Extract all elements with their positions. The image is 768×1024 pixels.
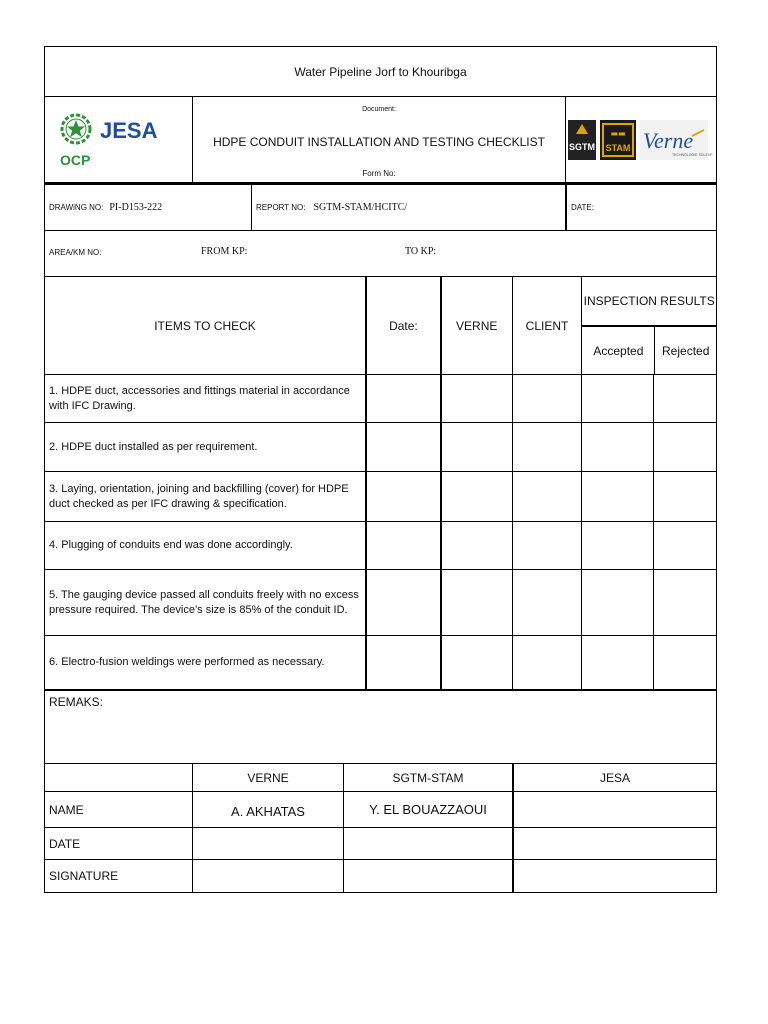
name-label: NAME	[45, 792, 193, 827]
verne-check-cell[interactable]	[441, 423, 513, 471]
signoff-name-row	[45, 792, 716, 828]
client-check-cell[interactable]	[513, 570, 583, 635]
rejected-check-cell[interactable]	[654, 636, 716, 689]
checklist-title: HDPE CONDUIT INSTALLATION AND TESTING CHECKLIST	[213, 135, 545, 149]
info-row-1	[45, 183, 716, 231]
drawing-no-label: DRAWiNG NO:	[49, 203, 104, 212]
table-header-row	[45, 277, 716, 375]
signoff-header-row	[45, 764, 716, 792]
signoff-date-row	[45, 828, 716, 860]
project-title: Water Pipeline Jorf to Khouribga	[294, 64, 467, 79]
verne-logo-text: Verne	[643, 127, 694, 153]
client-header: CLIENT	[513, 277, 583, 374]
verne-check-cell[interactable]	[441, 570, 513, 635]
drawing-no-value: PI-D153-222	[109, 202, 163, 213]
item-text: 4. Plugging of conduits end was done accordingly.	[49, 539, 293, 551]
signoff-verne-header: VERNE	[193, 764, 344, 791]
report-no-cell	[252, 185, 566, 230]
accepted-check-cell[interactable]	[582, 570, 654, 635]
checklist-form	[44, 46, 717, 893]
contractor-logos	[568, 118, 714, 162]
document-info-cell	[193, 97, 566, 182]
sgtm-stam-name[interactable]: Y. EL BOUAZZAOUI	[344, 792, 513, 827]
date-cell	[566, 185, 716, 230]
remarks-label: REMAKS:	[49, 695, 104, 709]
date-header: Date:	[366, 277, 441, 374]
jesa-signature-field[interactable]	[513, 860, 716, 892]
rejected-check-cell[interactable]	[654, 375, 716, 422]
item-text: 3. Laying, orientation, joining and backfilling (cover) for HDPE duct checked as per IFC drawing & specification.	[49, 482, 349, 510]
verne-check-cell[interactable]	[441, 636, 513, 689]
verne-check-cell[interactable]	[441, 522, 513, 569]
drawing-no-cell	[45, 185, 252, 230]
table-row	[45, 636, 716, 691]
item-text: 5. The gauging device passed all conduits freely with no excess pressure required. The device’s size is 85% of the conduit ID.	[49, 588, 359, 616]
jesa-ocp-logo	[54, 105, 184, 175]
rejected-check-cell[interactable]	[654, 423, 716, 471]
item-text: 2. HDPE duct installed as per requirement.	[49, 440, 258, 453]
document-label: Document:	[362, 106, 396, 113]
items-header: ITEMS TO CHECK	[45, 277, 366, 374]
contractor-logos-cell	[566, 97, 716, 182]
verne-name[interactable]: A. AKHATAS	[193, 792, 344, 827]
date-check-cell[interactable]	[366, 636, 441, 689]
sgtm-stam-signature-field[interactable]	[344, 860, 513, 892]
stam-logo-text: STAM	[605, 142, 631, 153]
accepted-check-cell[interactable]	[582, 423, 654, 471]
verne-header: VERNE	[441, 277, 513, 374]
remarks-area[interactable]	[45, 691, 716, 763]
accepted-check-cell[interactable]	[582, 472, 654, 521]
item-text: 6. Electro-fusion weldings were performed as necessary.	[49, 656, 325, 668]
table-row	[45, 522, 716, 570]
client-check-cell[interactable]	[513, 636, 583, 689]
date-check-cell[interactable]	[366, 522, 441, 569]
client-check-cell[interactable]	[513, 375, 583, 422]
inspection-results-header	[582, 277, 716, 374]
rejected-header: Rejected	[662, 343, 710, 358]
signoff-sgtm-stam-header: SGTM-STAM	[344, 764, 513, 791]
table-row	[45, 375, 716, 423]
accepted-header: Accepted	[582, 327, 655, 374]
signoff-signature-row	[45, 860, 716, 892]
sgtm-logo-text: SGTM	[569, 141, 595, 152]
form-no-label: Form No:	[362, 169, 396, 178]
date-check-cell[interactable]	[366, 570, 441, 635]
date-label: DATE:	[571, 203, 594, 212]
ocp-logo-text: OCP	[59, 151, 90, 168]
jesa-logo-cell	[45, 97, 193, 182]
accepted-check-cell[interactable]	[582, 636, 654, 689]
verne-check-cell[interactable]	[441, 375, 513, 422]
table-row	[45, 570, 716, 636]
verne-check-cell[interactable]	[441, 472, 513, 521]
svg-text:TECHNOLOGIE SOLEXP: TECHNOLOGIE SOLEXP	[672, 152, 713, 157]
accepted-check-cell[interactable]	[582, 375, 654, 422]
rejected-check-cell[interactable]	[654, 570, 716, 635]
verne-signature-field[interactable]	[193, 860, 344, 892]
date-check-cell[interactable]	[366, 423, 441, 471]
table-row	[45, 423, 716, 472]
jesa-name[interactable]	[513, 792, 716, 827]
remarks-row	[45, 691, 716, 764]
info-row-2	[45, 231, 716, 277]
signature-label: SIGNATURE	[45, 860, 193, 892]
signoff-date-label: DATE	[45, 828, 193, 859]
client-check-cell[interactable]	[513, 522, 583, 569]
report-no-label: REPORT NO:	[256, 203, 306, 212]
report-no-value: SGTM-STAM/HCITC/	[313, 202, 408, 213]
area-km-label: AREA/KM NO:	[49, 248, 102, 257]
title-row	[45, 47, 716, 97]
rejected-check-cell[interactable]	[654, 522, 716, 569]
table-row	[45, 472, 716, 522]
document-header-row	[45, 97, 716, 183]
from-kp-label: FROM KP:	[201, 246, 248, 257]
jesa-logo-text: JESA	[99, 117, 157, 143]
accepted-check-cell[interactable]	[582, 522, 654, 569]
to-kp-label: TO KP:	[405, 246, 437, 257]
client-check-cell[interactable]	[513, 472, 583, 521]
date-check-cell[interactable]	[366, 472, 441, 521]
item-text: 1. HDPE duct, accessories and fittings material in accordance with IFC Drawing.	[49, 384, 350, 412]
verne-date-field[interactable]	[193, 828, 344, 859]
jesa-date-field[interactable]	[513, 828, 716, 859]
signoff-jesa-header: JESA	[513, 764, 716, 791]
inspection-results-label: INSPECTION RESULTS	[582, 277, 716, 327]
signoff-blank-header	[45, 764, 193, 791]
area-kp-cell	[45, 231, 716, 276]
svg-text:▬▬: ▬▬	[610, 128, 626, 138]
client-check-cell[interactable]	[513, 423, 583, 471]
rejected-check-cell[interactable]	[654, 472, 716, 521]
sgtm-stam-date-field[interactable]	[344, 828, 513, 859]
date-check-cell[interactable]	[366, 375, 441, 422]
